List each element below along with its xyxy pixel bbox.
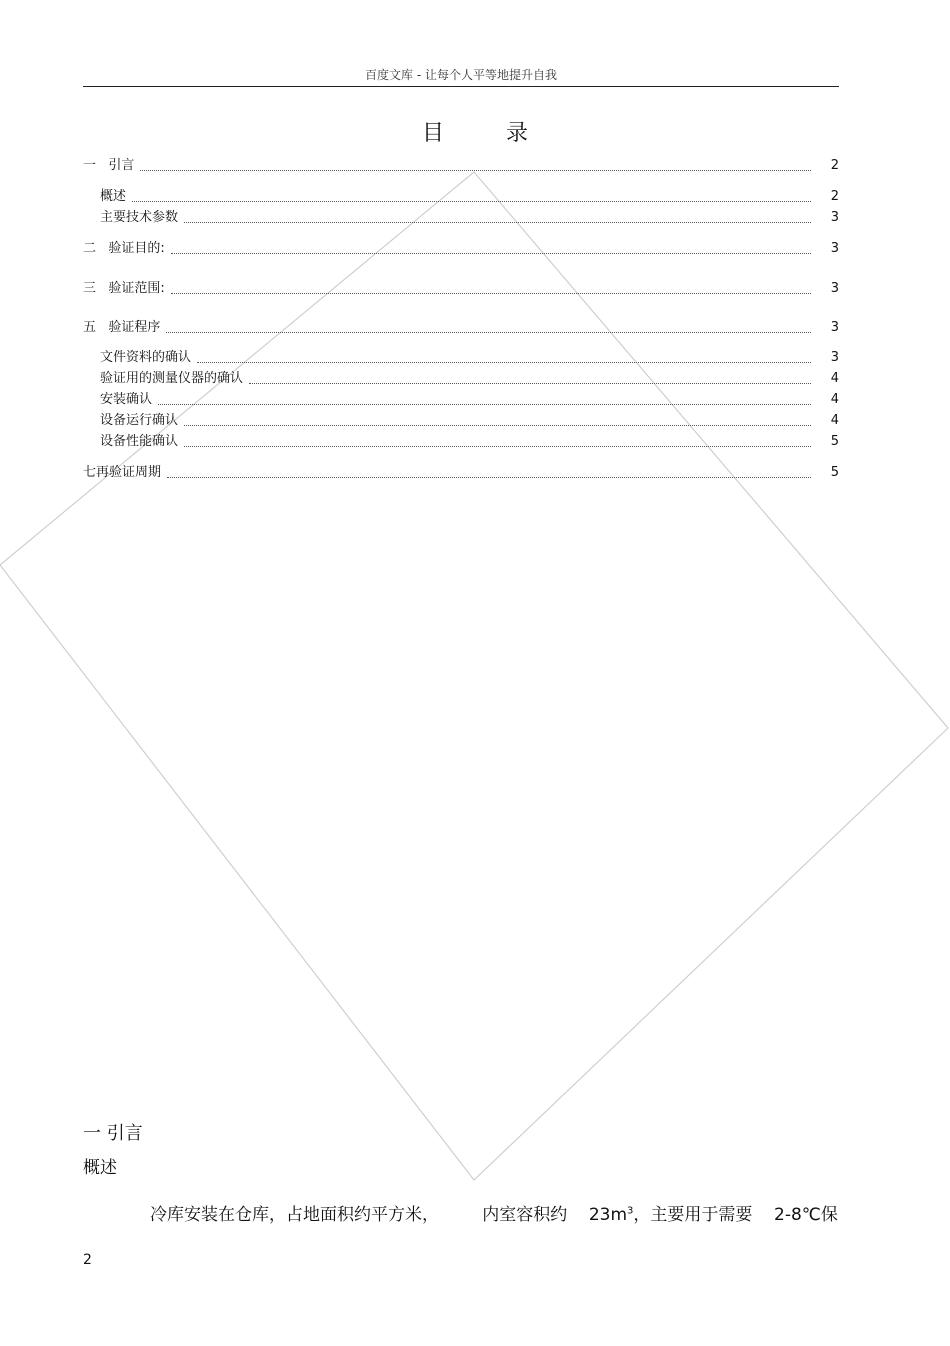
toc-entry-page: 4: [830, 413, 839, 428]
toc-entry-page: 3: [830, 210, 839, 225]
toc-entry-label: 文件资料的确认: [100, 350, 192, 365]
toc-entry-page: 5: [830, 434, 839, 449]
toc-entry-label: 一 引言: [83, 158, 135, 173]
toc-leader-dots: [158, 404, 811, 405]
toc-leader-dots: [140, 170, 811, 171]
page-header: 百度文库 - 让每个人平等地提升自我: [365, 68, 557, 82]
superscript: 3: [627, 1205, 634, 1217]
toc-entry-label: 主要技术参数: [100, 210, 179, 225]
toc-entry[interactable]: [83, 392, 839, 408]
toc-leader-dots: [184, 222, 811, 223]
toc-entry-page: 3: [830, 241, 839, 256]
toc-entry-page: 3: [830, 320, 839, 335]
toc-leader-dots: [132, 201, 811, 202]
header-rule: [83, 86, 839, 87]
toc-entry[interactable]: [83, 413, 839, 429]
toc-entry-label: 二 验证目的:: [83, 241, 165, 256]
body-paragraph: [150, 1200, 840, 1225]
paragraph-text-start: 冷库安装在仓库，占地面积约平方米， 内室容积约 23m: [150, 1205, 628, 1225]
toc-leader-dots: [167, 477, 811, 478]
toc-leader-dots: [249, 383, 811, 384]
toc-title: 目录: [421, 121, 590, 146]
toc-entry-label: 七再验证周期: [83, 465, 162, 480]
page-number: 2: [83, 1252, 92, 1268]
toc-leader-dots: [197, 362, 811, 363]
toc-entry-label: 安装确认: [100, 392, 153, 407]
toc-entry[interactable]: [83, 210, 839, 226]
toc-entry-page: 2: [830, 158, 839, 173]
toc-entry[interactable]: [83, 158, 839, 174]
toc-leader-dots: [184, 425, 811, 426]
toc-leader-dots: [166, 332, 811, 333]
toc-entry-page: 5: [830, 465, 839, 480]
toc-entry-label: 三 验证范围:: [83, 281, 165, 296]
toc-leader-dots: [184, 446, 811, 447]
toc-entry-page: 3: [830, 281, 839, 296]
section-heading-intro: 一 引言: [83, 1123, 143, 1144]
toc-entry-label: 验证用的测量仪器的确认: [100, 371, 244, 386]
toc-entry[interactable]: [83, 189, 839, 205]
toc-entry-page: 4: [830, 392, 839, 407]
paragraph-text-end: ，主要用于需要 2-8℃保: [633, 1205, 838, 1225]
toc-leader-dots: [171, 253, 811, 254]
toc-entry-label: 设备性能确认: [100, 434, 179, 449]
toc-entry-page: 3: [830, 350, 839, 365]
toc-entry-page: 2: [830, 189, 839, 204]
toc-entry[interactable]: [83, 281, 839, 297]
toc-entry[interactable]: [83, 434, 839, 450]
toc-entry-label: 设备运行确认: [100, 413, 179, 428]
toc-entry[interactable]: [83, 371, 839, 387]
toc-entry-page: 4: [830, 371, 839, 386]
toc-entry[interactable]: [83, 320, 839, 336]
toc-leader-dots: [171, 293, 811, 294]
toc-entry[interactable]: [83, 241, 839, 257]
toc-entry[interactable]: [83, 465, 839, 481]
subsection-heading-overview: 概述: [83, 1158, 117, 1178]
toc-entry-label: 概述: [100, 189, 127, 204]
toc-entry-label: 五 验证程序: [83, 320, 161, 335]
toc-entry[interactable]: [83, 350, 839, 366]
